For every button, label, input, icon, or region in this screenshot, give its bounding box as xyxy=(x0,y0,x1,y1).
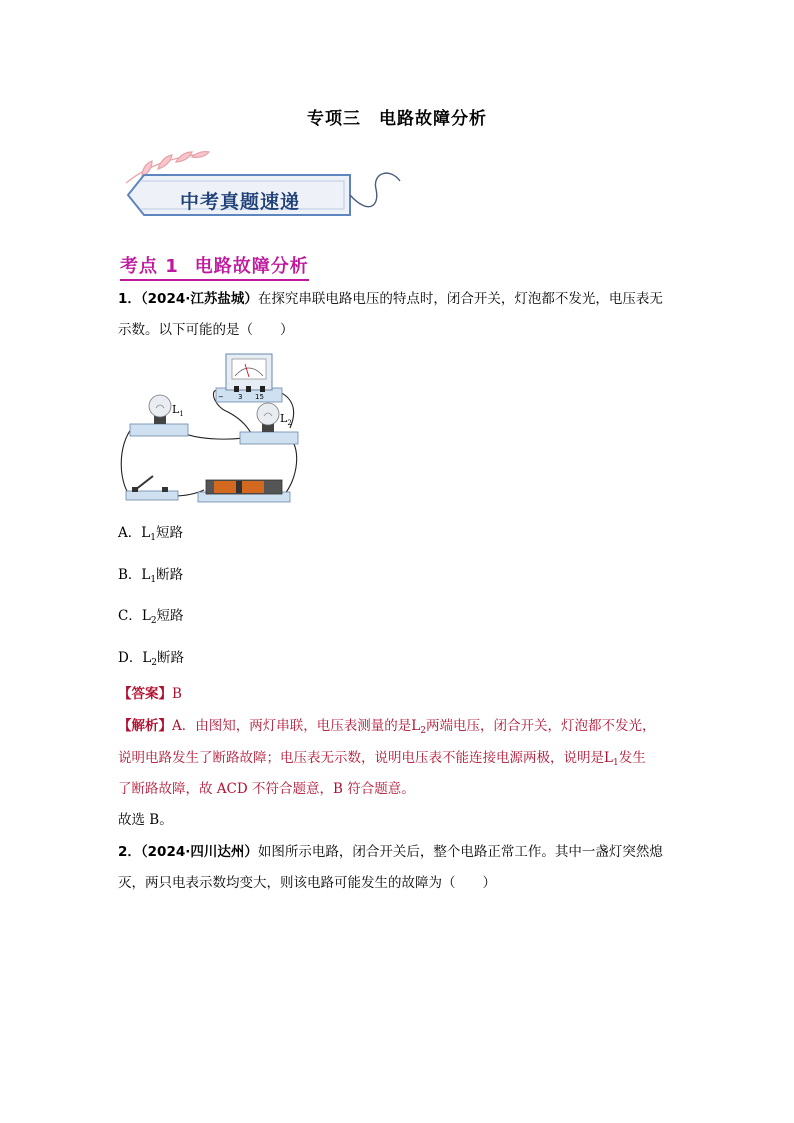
title-part1: 专项三 xyxy=(307,109,361,129)
lamp2-label: $L_2$ xyxy=(280,412,292,427)
terminal-minus-label: − xyxy=(218,393,224,401)
q2-source: （2024·四川达州） xyxy=(140,844,258,860)
q1-conclusion: 故选 B。 xyxy=(118,812,173,828)
title-part2: 电路故障分析 xyxy=(379,109,487,129)
q2-stem-line1 xyxy=(118,842,663,862)
page-title xyxy=(0,104,794,129)
answer-label: 【答案】 xyxy=(118,686,172,702)
q1-option-c: C．$L_2$短路 xyxy=(118,608,184,626)
q1-option-a: A．$L_1$短路 xyxy=(118,525,183,543)
q1-stem-line1 xyxy=(118,289,663,309)
section-heading xyxy=(120,252,309,281)
q1-analysis-line1: 【解析】A．由图知，两灯串联，电压表测量的是$L_2$两端电压，闭合开关，灯泡都不发光， xyxy=(118,718,656,736)
q2-stem-line2: 灭，两只电表示数均变大，则该电路可能发生的故障为（ ） xyxy=(118,875,496,891)
section-part1: 考点 1 xyxy=(120,256,179,277)
q2-number: 2． xyxy=(118,844,141,860)
battery-icon xyxy=(198,480,290,502)
squiggle-icon xyxy=(350,173,400,207)
q1-option-d: D．$L_2$断路 xyxy=(118,650,185,668)
q2-stem-text1: 如图所示电路，闭合开关后，整个电路正常工作。其中一盏灯突然熄 xyxy=(257,844,663,860)
q1-number: 1． xyxy=(118,291,141,307)
section-part2: 电路故障分析 xyxy=(194,256,309,277)
q1-option-b: B．$L_1$断路 xyxy=(118,567,184,585)
q1-analysis-line2: 说明电路发生了断路故障；电压表无示数，说明电压表不能连接电源两极，说明是$L_1$发生 xyxy=(118,750,646,768)
switch-icon xyxy=(126,476,178,500)
lamp1-label: $L_1$ xyxy=(172,403,184,418)
banner-text: 中考真题速递 xyxy=(180,191,301,213)
circuit-figure xyxy=(118,350,303,508)
q1-analysis-line3: 了断路故障，故 ACD 不符合题意，B 符合题意。 xyxy=(118,781,415,797)
q1-answer xyxy=(118,684,182,704)
voltmeter-icon xyxy=(216,354,282,402)
terminal-3-label: 3 xyxy=(238,393,243,401)
q1-stem-text1: 在探究串联电路电压的特点时，闭合开关，灯泡都不发光，电压表无 xyxy=(257,291,663,307)
answer-value: B xyxy=(172,686,182,702)
analysis-label: 【解析】 xyxy=(118,718,172,734)
terminal-15-label: 15 xyxy=(255,393,264,401)
q1-stem-line2: 示数。以下可能的是（ ） xyxy=(118,322,294,338)
q1-source: （2024·江苏盐城） xyxy=(140,291,258,307)
